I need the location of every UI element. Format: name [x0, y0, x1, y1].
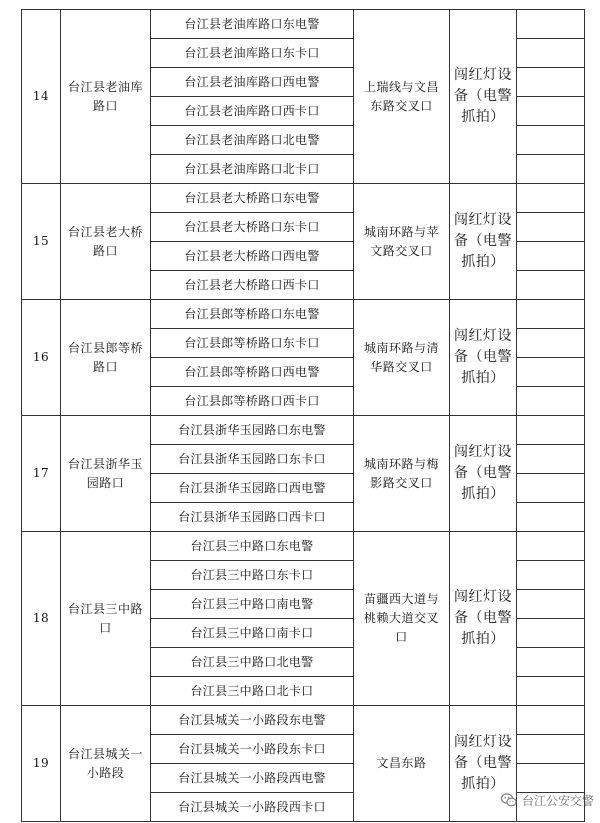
road-location: 苗疆西大道与桃赖大道交叉口: [354, 532, 450, 706]
row-number: 19: [22, 706, 61, 822]
table-row: [22, 706, 585, 735]
road-location: 城南环路与梅影路交叉口: [354, 416, 450, 532]
empty-cell: [517, 619, 585, 648]
camera-point: 台江县城关一小路段东电警: [151, 706, 354, 735]
empty-cell: [517, 10, 585, 39]
empty-cell: [517, 474, 585, 503]
camera-point: 台江县老大桥路口东卡口: [151, 213, 354, 242]
row-number: 15: [22, 184, 61, 300]
camera-point: 台江县城关一小路段西卡口: [151, 793, 354, 822]
empty-cell: [517, 445, 585, 474]
watermark: [500, 791, 594, 809]
road-location: 上瑞线与文昌东路交叉口: [354, 10, 450, 184]
empty-cell: [517, 735, 585, 764]
camera-point: 台江县浙华玉园路口西电警: [151, 474, 354, 503]
camera-point: 台江县老油库路口西卡口: [151, 97, 354, 126]
empty-cell: [517, 242, 585, 271]
empty-cell: [517, 387, 585, 416]
device-type: 闯红灯设备（电警抓拍）: [450, 706, 517, 822]
empty-cell: [517, 184, 585, 213]
camera-point: 台江县三中路口东卡口: [151, 561, 354, 590]
table-row: [22, 532, 585, 561]
camera-point: 台江县浙华玉园路口东卡口: [151, 445, 354, 474]
camera-point: 台江县三中路口北电警: [151, 648, 354, 677]
empty-cell: [517, 271, 585, 300]
empty-cell: [517, 68, 585, 97]
empty-cell: [517, 677, 585, 706]
intersection-name: 台江县老油库路口: [61, 10, 151, 184]
empty-cell: [517, 300, 585, 329]
camera-point: 台江县三中路口南卡口: [151, 619, 354, 648]
empty-cell: [517, 126, 585, 155]
camera-point: 台江县三中路口北卡口: [151, 677, 354, 706]
camera-point: 台江县老油库路口东电警: [151, 10, 354, 39]
device-type: 闯红灯设备（电警抓拍）: [450, 184, 517, 300]
device-type: 闯红灯设备（电警抓拍）: [450, 416, 517, 532]
camera-point: 台江县老大桥路口西电警: [151, 242, 354, 271]
road-location: 城南环路与苹文路交叉口: [354, 184, 450, 300]
table-row: [22, 300, 585, 329]
wechat-icon: [500, 791, 518, 809]
empty-cell: [517, 764, 585, 793]
camera-location-table: [21, 9, 585, 822]
camera-point: 台江县老油库路口东卡口: [151, 39, 354, 68]
empty-cell: [517, 416, 585, 445]
intersection-name: 台江县城关一小路段: [61, 706, 151, 822]
empty-cell: [517, 590, 585, 619]
camera-point: 台江县浙华玉园路口东电警: [151, 416, 354, 445]
empty-cell: [517, 97, 585, 126]
row-number: 18: [22, 532, 61, 706]
camera-point: 台江县城关一小路段西电警: [151, 764, 354, 793]
camera-point: 台江县老大桥路口西卡口: [151, 271, 354, 300]
watermark-text: 台江公安交警: [521, 793, 594, 808]
camera-point: 台江县三中路口南电警: [151, 590, 354, 619]
camera-point: 台江县城关一小路段东卡口: [151, 735, 354, 764]
camera-point: 台江县郎等桥路口西卡口: [151, 387, 354, 416]
camera-point: 台江县老大桥路口东电警: [151, 184, 354, 213]
empty-cell: [517, 329, 585, 358]
table-row: [22, 416, 585, 445]
table-body: [22, 10, 585, 822]
device-type: 闯红灯设备（电警抓拍）: [450, 532, 517, 706]
intersection-name: 台江县老大桥路口: [61, 184, 151, 300]
camera-point: 台江县三中路口东电警: [151, 532, 354, 561]
camera-point: 台江县老油库路口北电警: [151, 126, 354, 155]
row-number: 14: [22, 10, 61, 184]
empty-cell: [517, 39, 585, 68]
empty-cell: [517, 358, 585, 387]
road-location: 城南环路与清华路交叉口: [354, 300, 450, 416]
empty-cell: [517, 213, 585, 242]
table-row: [22, 10, 585, 39]
road-location: 文昌东路: [354, 706, 450, 822]
empty-cell: [517, 503, 585, 532]
camera-point: 台江县浙华玉园路口西卡口: [151, 503, 354, 532]
empty-cell: [517, 155, 585, 184]
device-type: 闯红灯设备（电警抓拍）: [450, 300, 517, 416]
intersection-name: 台江县浙华玉园路口: [61, 416, 151, 532]
empty-cell: [517, 561, 585, 590]
empty-cell: [517, 532, 585, 561]
row-number: 17: [22, 416, 61, 532]
empty-cell: [517, 706, 585, 735]
row-number: 16: [22, 300, 61, 416]
camera-point: 台江县郎等桥路口东电警: [151, 300, 354, 329]
camera-point: 台江县老油库路口西电警: [151, 68, 354, 97]
intersection-name: 台江县郎等桥路口: [61, 300, 151, 416]
intersection-name: 台江县三中路口: [61, 532, 151, 706]
camera-point: 台江县郎等桥路口西电警: [151, 358, 354, 387]
camera-point: 台江县老油库路口北卡口: [151, 155, 354, 184]
empty-cell: [517, 648, 585, 677]
camera-point: 台江县郎等桥路口东卡口: [151, 329, 354, 358]
device-type: 闯红灯设备（电警抓拍）: [450, 10, 517, 184]
table-row: [22, 184, 585, 213]
